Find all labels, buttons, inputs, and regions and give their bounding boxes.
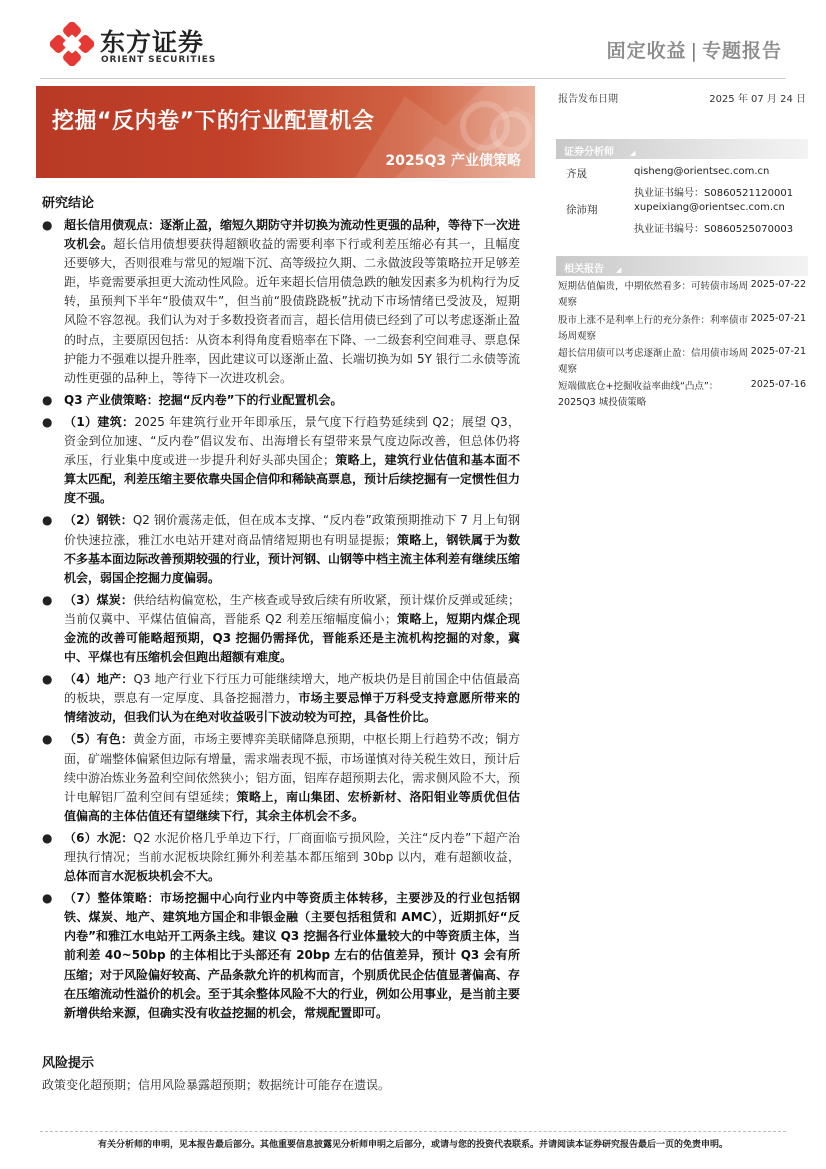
publish-date-label: 报告发布日期 bbox=[558, 94, 618, 105]
report-title: 挖掘“反内卷”下的行业配置机会 bbox=[52, 109, 375, 134]
bullet-icon: ● bbox=[42, 592, 53, 607]
bullet-icon: ● bbox=[42, 672, 53, 687]
item-text: Q3 地产行业下行压力可能继续增大，地产板块仍是目前国企中估值最高的板块，票息有一定厚度、具备挖掘潜力， bbox=[64, 672, 520, 706]
item-bold-lead: （2）钢铁： bbox=[64, 513, 133, 528]
conclusion-item bbox=[42, 216, 520, 388]
item-bold-tail: 总体而言水泥板块机会不大。 bbox=[64, 869, 221, 884]
analyst-section-header bbox=[556, 139, 808, 159]
conclusion-list bbox=[42, 216, 520, 1026]
report-subtitle: 2025Q3 产业债策略 bbox=[385, 153, 521, 169]
item-text: Q2 水泥价格几乎单边下行，厂商面临亏损风险，关注“反内卷”下超产治理执行情况；当前水泥板块除红狮外利差基本都压缩到 30bp 以内，难有超额收益， bbox=[64, 830, 520, 864]
conclusion-item bbox=[42, 391, 520, 410]
disclaimer-footer: 有关分析师的申明，见本报告最后部分。其他重要信息披露见分析师申明之后部分，或请与您的投资代表联系。并请阅读本证券研究报告最后一页的免责申明。 bbox=[97, 1140, 728, 1150]
bullet-icon: ● bbox=[42, 513, 53, 528]
report-type bbox=[607, 36, 782, 63]
item-text: Q2 钢价震荡走低，但在成本支撑、“反内卷”政策预期推动下 7 月上旬钢价快速拉涨，雅江水电站开建对商品情绪短期也有明显提振； bbox=[64, 513, 520, 547]
bullet-icon: ● bbox=[42, 218, 53, 232]
item-bold-lead: （6）水泥： bbox=[64, 830, 134, 845]
report-subcategory: 专题报告 bbox=[701, 40, 782, 62]
orient-securities-logo bbox=[50, 22, 230, 68]
bullet-icon: ● bbox=[42, 732, 53, 747]
item-bold-lead: Q3 产业债策略：挖掘“反内卷”下的行业配置机会。 bbox=[64, 392, 343, 407]
footer-divider bbox=[40, 1131, 786, 1132]
related-report-date: 2025-07-21 bbox=[750, 313, 806, 324]
item-bold-lead: （7）整体策略：市场挖掘中心向行业内中等资质主体转移，主要涉及的行业包括钢铁、煤炭、地产、建筑地方国企和非银金融（主要包括租赁和 AMC），近期抓好“反内卷”和雅江水电站开工两条主线。建议 Q3 挖掘各行业体量较大的中等资质主体，当前利差 40~50bp 的主体相比于头部还有 20bp 左右的估值差异，预计 Q3 会有所压缩；对于风险偏好较高、产品条款允许的机构而言，个别质优民企估值显著偏高、存在压缩流动性溢价的机会。至于其余整体风险不大的行业，例如公用事业，是当前主要新增供给来源，但确实没有收益挖掘的机会，常规配置即可。 bbox=[64, 891, 521, 1020]
orient-logo-icon bbox=[50, 22, 94, 66]
related-reports-header bbox=[556, 256, 808, 276]
item-text: 超长信用债想要获得超额收益的需要利率下行或利差压缩必有其一，且幅度还要够大，否则很难与常见的短端下沉、高等级拉久期、二永做波段等策略拉开足够差距，毕竟需要承担更大流动性风险。近年来超长信用债急跌的触发因素多为机构行为反转，虽预判下半年“股债双牛”，但当前“股债跷跷板”扰动下市场情绪已受波及，短期风险不容忽视。我们认为对于多数投资者而言，超长信用债已经到了可以考虑逐渐止盈的时点，主要原因包括：从资本利得角度看赔率在下降、一二级套利空间难寻、票息保护能力不强难以提升胜率，因此建议可以逐渐止盈、长端切换为如 5Y 银行二永债等流动性更强的品种上，等待下一次进攻机会。 bbox=[64, 237, 521, 385]
item-bold-lead: （1）建筑： bbox=[64, 414, 135, 429]
item-bold-lead: （5）有色： bbox=[64, 732, 133, 747]
related-report-date: 2025-07-16 bbox=[750, 379, 806, 390]
bullet-icon: ● bbox=[42, 414, 53, 429]
report-category: 固定收益 bbox=[606, 40, 687, 62]
item-bold-tail: 策略上，短期内煤企现金流的改善可能略超预期，Q3 挖掘仍需择优，晋能系还是主流机构挖掘的对象，冀中、平煤也有压缩机会但跑出超额有难度。 bbox=[64, 611, 520, 665]
item-bold-tail: 策略上，南山集团、宏桥新材、洛阳钼业等质优但估值偏高的主体估值还有望继续下行，其余主体机会不多。 bbox=[64, 789, 520, 823]
risk-heading: 风险提示 bbox=[42, 1056, 95, 1071]
related-report-link[interactable]: 超长信用债可以考虑逐渐止盈：信用债市场周观察 bbox=[558, 348, 749, 375]
item-bold-lead: （4）地产： bbox=[64, 672, 134, 687]
item-bold-lead: （3）煤炭： bbox=[64, 592, 133, 607]
item-bold-tail: 策略上，建筑行业估值和基本面不算太匹配，利差压缩主要依靠央国企信仰和稀缺高票息，预计后续挖掘有一定惯性但力度不强。 bbox=[64, 453, 521, 506]
conclusion-item bbox=[42, 413, 520, 508]
conclusion-item bbox=[42, 889, 520, 1023]
conclusion-item bbox=[42, 591, 520, 667]
report-type-separator: | bbox=[690, 40, 698, 62]
logo-chinese-name: 东方证券 bbox=[100, 28, 205, 57]
analyst-name: 徐沛翔 bbox=[566, 204, 598, 216]
item-bold-tail: 策略上，钢铁属于为数不多基本面边际改善预期较强的行业，预计河钢、山钢等中档主流主体利差有继续压缩机会，弱国企挖掘力度偏弱。 bbox=[64, 532, 521, 585]
bullet-icon: ● bbox=[42, 891, 53, 906]
triangle-icon: ◢ bbox=[616, 266, 622, 274]
analyst-cert: 执业证书编号：S0860525070003 bbox=[634, 224, 794, 235]
analyst-cert: 执业证书编号：S0860521120001 bbox=[634, 188, 794, 199]
analyst-email: qisheng@orientsec.com.cn bbox=[634, 166, 770, 177]
conclusion-item bbox=[42, 511, 520, 587]
item-text: 2025 年建筑行业开年即承压，景气度下行趋势延续到 Q2；展望 Q3，资金到位加速、“反内卷”倡议发布、出海增长有望带来景气度边际改善，但总体仍将承压，行业集中度或进一步提升利好头部央国企； bbox=[64, 414, 520, 468]
conclusion-heading: 研究结论 bbox=[42, 196, 95, 211]
header-divider bbox=[40, 78, 786, 79]
related-report-link[interactable]: 股市上涨不是利率上行的充分条件：利率债市场周观察 bbox=[558, 315, 749, 342]
item-text: 供给结构偏宽松，生产核查或导致后续有所收紧，预计煤价反弹或延续；当前仅冀中、平煤估值偏高，晋能系 Q2 利差压缩幅度偏小； bbox=[64, 592, 520, 626]
bullet-icon: ● bbox=[42, 830, 53, 845]
conclusion-item bbox=[42, 730, 520, 825]
logo-english-name: ORIENT SECURITIES bbox=[101, 55, 217, 65]
related-reports-title: 相关报告 bbox=[564, 264, 604, 275]
bullet-icon: ● bbox=[42, 392, 53, 407]
item-text: 黄金方面，市场主要博弈美联储降息预期，中枢长期上行趋势不改；铜方面，矿端整体偏紧但边际有增量，需求端表现不振，市场谨慎对待关税生效日，预计后续中游冶炼业务盈利空间依然狭小；铝方面，铝库存超预期去化，需求侧风险不大，预计电解铝厂盈利空间有望延续； bbox=[64, 732, 521, 804]
triangle-icon: ◢ bbox=[630, 149, 636, 157]
item-bold-lead: 超长信用债观点：逐渐止盈，缩短久期防守并切换为流动性更强的品种，等待下一次进攻机会。 bbox=[64, 218, 521, 252]
risk-text: 政策变化超预期；信用风险暴露超预期；数据统计可能存在遗误。 bbox=[42, 1078, 391, 1092]
analyst-email: xupeixiang@orientsec.com.cn bbox=[634, 202, 785, 213]
related-report-date: 2025-07-22 bbox=[750, 279, 806, 290]
related-report-link[interactable]: 短期估值偏贵，中期依然看多：可转债市场周观察 bbox=[558, 281, 749, 308]
publish-date-value: 2025 年 07 月 24 日 bbox=[709, 94, 806, 105]
title-banner bbox=[36, 86, 535, 178]
analyst-section-title: 证券分析师 bbox=[564, 147, 614, 158]
item-bold-tail: 市场主要忌惮于万科受支持意愿所带来的情绪波动，但我们认为在绝对收益吸引下波动较为可控，具备性价比。 bbox=[64, 691, 520, 725]
analyst-name: 齐晟 bbox=[566, 168, 587, 180]
conclusion-item bbox=[42, 829, 520, 886]
conclusion-item bbox=[42, 670, 520, 727]
related-report-date: 2025-07-21 bbox=[750, 346, 806, 357]
related-report-link[interactable]: 短端做底仓+挖掘收益率曲线“凸点”：2025Q3 城投债策略 bbox=[558, 381, 719, 408]
